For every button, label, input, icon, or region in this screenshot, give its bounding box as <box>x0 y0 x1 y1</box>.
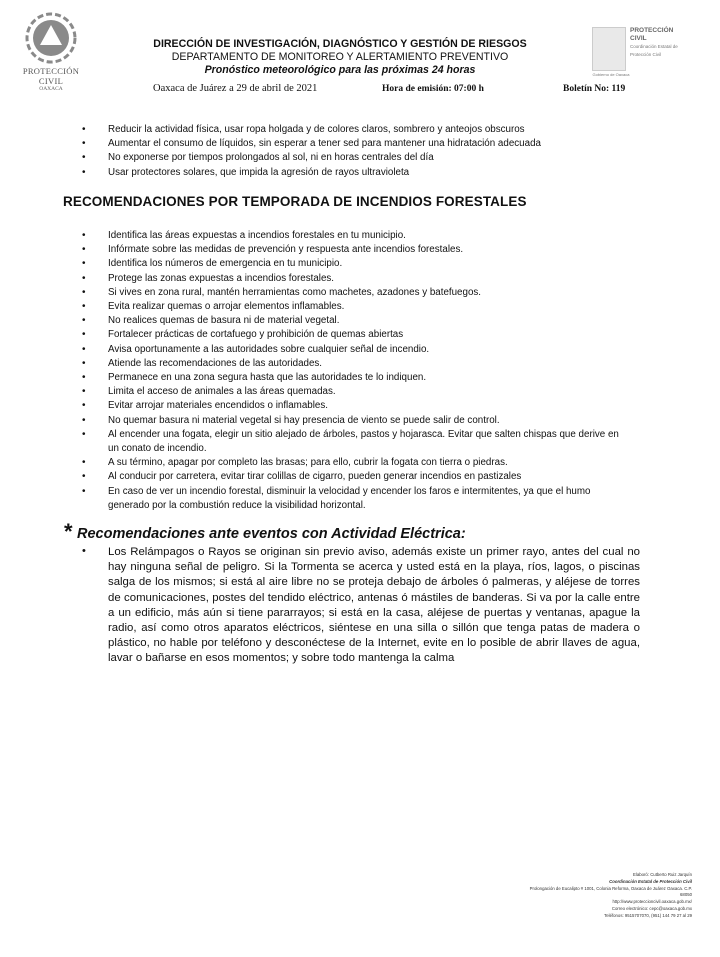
list-item: • Al conducir por carretera, evitar tirar colillas de cigarro, pueden generar incendios en pastizales <box>82 470 627 484</box>
fire-recommendations-list <box>82 229 627 513</box>
list-item: • A su término, apagar por completo las brasas; para ello, cubrir la fogata con tierra o piedras. <box>82 456 627 470</box>
header-line-1: DIRECCIÓN DE INVESTIGACIÓN, DIAGNÓSTICO Y GESTIÓN DE RIESGOS <box>153 38 527 50</box>
right-logo-caption: Gobierno de Oaxaca <box>592 72 630 77</box>
emission-time: Hora de emisión: 07:00 h <box>382 84 484 94</box>
fire-section-title: RECOMENDACIONES POR TEMPORADA DE INCENDIOS FORESTALES <box>63 194 527 209</box>
document-header <box>120 38 560 77</box>
list-item: • Evitar arrojar materiales encendidos o inflamables. <box>82 399 627 413</box>
list-item: • Limita el acceso de animales a las áreas quemadas. <box>82 385 627 399</box>
list-item: • Identifica los números de emergencia en tu municipio. <box>82 257 627 271</box>
asterisk-marker: * <box>64 519 73 544</box>
footer-line: Prolongación de Eucalipto # 1001, Colonia Reforma, Oaxaca de Juárez Oaxaca. C.P. 68050 <box>529 885 692 898</box>
list-item: • Avisa oportunamente a las autoridades sobre cualquier señal de incendio. <box>82 343 627 357</box>
electric-recommendation <box>82 545 640 667</box>
state-shield-icon <box>592 27 626 71</box>
state-protection-logo <box>592 27 684 75</box>
footer-contact <box>522 872 692 920</box>
right-logo-title: PROTECCIÓN CIVIL <box>630 27 674 42</box>
list-item: • Aumentar el consumo de líquidos, sin esperar a tener sed para mantener una hidratación adecuada <box>82 137 612 151</box>
list-item: • En caso de ver un incendio forestal, disminuir la velocidad y encender los faros e intermitentes, ya que el humo generado por la combustión reduce la visibilidad horizontal. <box>82 485 627 513</box>
list-item: • No exponerse por tiempos prolongados al sol, ni en horas centrales del día <box>82 151 612 165</box>
footer-email[interactable]: Correo electrónico: cepc@oaxaca.gob.mx <box>611 905 692 911</box>
bullet-icon: • <box>82 545 86 557</box>
org-left-sub: OAXACA <box>39 86 63 92</box>
list-item: • Usar protectores solares, que impida la agresión de rayos ultravioleta <box>82 166 612 180</box>
footer-line: Teléfonos: 9515707070, (951) 144 79 27 al 29 <box>604 912 692 918</box>
civil-protection-emblem-icon <box>25 12 77 64</box>
heat-recommendations-list <box>82 123 612 180</box>
list-item: • Fortalecer prácticas de cortafuego y prohibición de quemas abiertas <box>82 328 627 342</box>
electric-section-title: Recomendaciones ante eventos con Actividad Eléctrica: <box>77 526 466 542</box>
protection-civil-logo <box>10 12 92 92</box>
list-item: • Identifica las áreas expuestas a incendios forestales en tu municipio. <box>82 229 627 243</box>
bulletin-number: Boletín No: 119 <box>563 84 626 94</box>
list-item: • Si vives en zona rural, mantén herramientas como machetes, azadones y batefuegos. <box>82 286 627 300</box>
footer-line: Elaboró: Cutberto Ruiz Jarquín <box>633 872 692 877</box>
list-item: • Infórmate sobre las medidas de prevención y respuesta ante incendios forestales. <box>82 243 627 257</box>
list-item: • Reducir la actividad física, usar ropa holgada y de colores claros, sombrero y anteojos obscuros <box>82 123 612 137</box>
header-line-2: DEPARTAMENTO DE MONITOREO Y ALERTAMIENTO PREVENTIVO <box>171 51 509 63</box>
electric-text: Los Relámpagos o Rayos se originan sin previo aviso, además existe un primer rayo, antes del cual no hay ninguna señal de peligro. Si la Tormenta se acerca y usted está en la playa, ríos, lagos, o piscinas salga de los mismos; si está al aire libre no se proteja debajo de árboles ó palmeras, y aléjese de torres de comunicaciones, postes del tendido eléctrico, antenas ó mástiles de banderas. Si va por la calle entre a un edificio, más aún si tiene pararrayos; si está en la casa, aléjese de puertas y ventanas, apague la radio, así como otros aparatos eléctricos, siéntese en una silla o sillón que tenga patas de madera o plástico, no hable por teléfono y desconéctese de la Internet, evite en lo posible de abrir llaves de agua, lavar o bañarse en esos momentos; y sobre todo mantenga la calma <box>108 546 640 665</box>
list-item: • No realices quemas de basura ni de material vegetal. <box>82 314 627 328</box>
list-item: • Al encender una fogata, elegir un sitio alejado de árboles, pastos y hojarasca. Evitar que salten chispas que derive en un conato de incendio. <box>82 428 627 456</box>
header-line-3: Pronóstico meteorológico para las próximas 24 horas <box>204 64 476 76</box>
list-item: • Protege las zonas expuestas a incendios forestales. <box>82 272 627 286</box>
footer-line: Coordinación Estatal de Protección Civil <box>609 878 692 884</box>
list-item: • Atiende las recomendaciones de las autoridades. <box>82 357 627 371</box>
footer-link[interactable]: http://www.proteccioncivil.oaxaca.gob.mx/ <box>612 899 692 905</box>
right-logo-sub: Coordinación Estatal de Protección Civil <box>630 44 678 57</box>
org-left-name: PROTECCIÓN CIVIL <box>22 66 80 86</box>
list-item: • Evita realizar quemas o arrojar elementos inflamables. <box>82 300 627 314</box>
list-item: • Permanece en una zona segura hasta que las autoridades te lo indiquen. <box>82 371 627 385</box>
list-item: • No quemar basura ni material vegetal si hay presencia de viento se puede salir de control. <box>82 414 627 428</box>
place-date: Oaxaca de Juárez a 29 de abril de 2021 <box>153 83 318 94</box>
